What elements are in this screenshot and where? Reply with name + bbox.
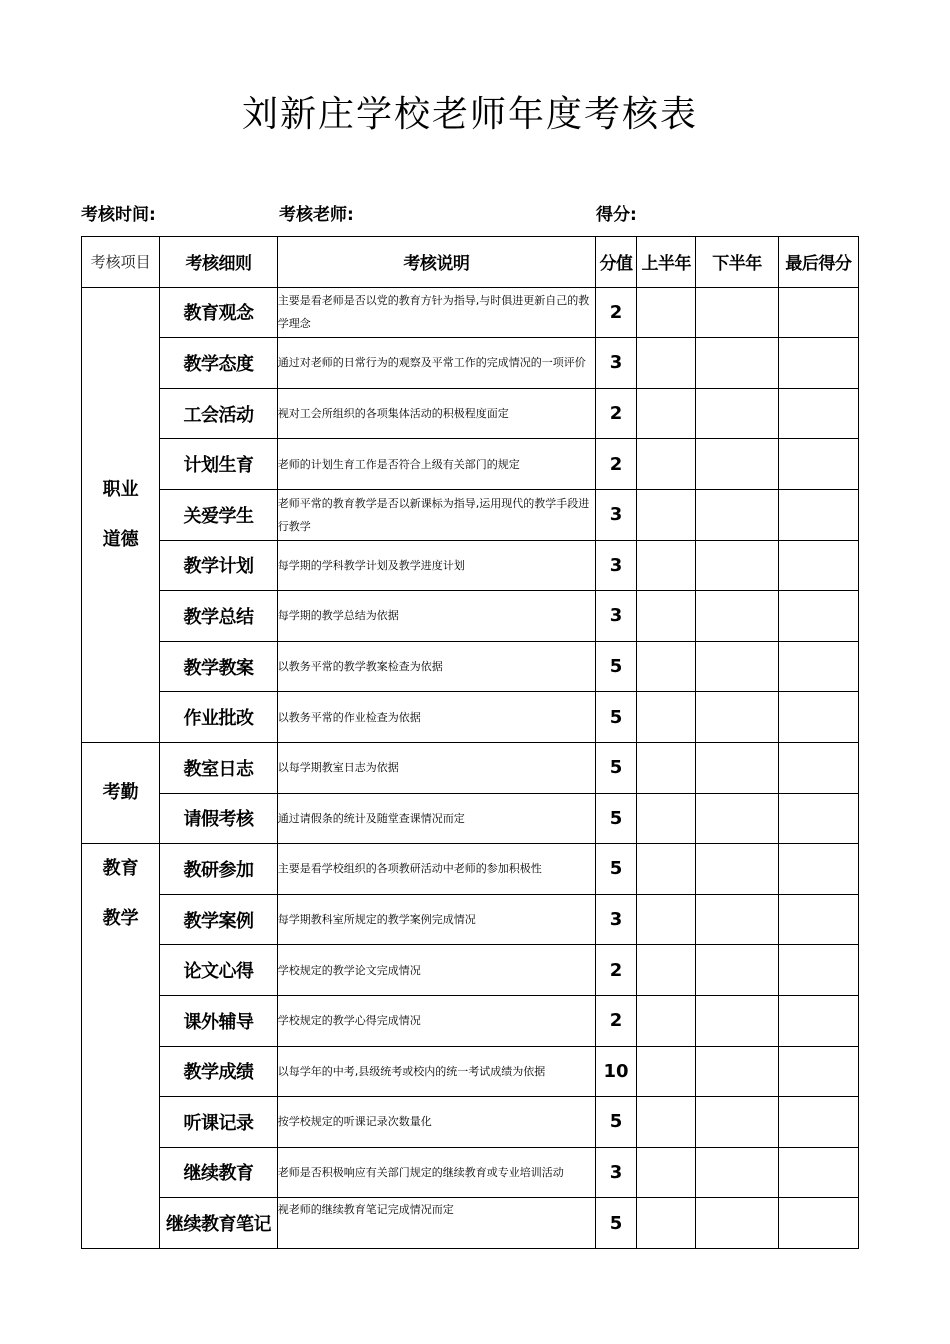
item-name: 教学案例	[160, 894, 277, 945]
table-row	[82, 489, 859, 540]
item-name: 论文心得	[160, 945, 277, 996]
second-half-cell[interactable]	[696, 995, 778, 1046]
final-score-cell[interactable]	[778, 844, 858, 895]
final-score-cell[interactable]	[778, 692, 858, 743]
item-score: 2	[595, 287, 636, 338]
second-half-cell[interactable]	[696, 388, 778, 439]
item-name: 教育观念	[160, 287, 277, 338]
item-description: 通过对老师的日常行为的观察及平常工作的完成情况的一项评价	[277, 338, 595, 389]
assessment-table	[81, 236, 859, 1249]
final-score-cell[interactable]	[778, 540, 858, 591]
table-row	[82, 1198, 859, 1249]
item-score: 3	[595, 338, 636, 389]
first-half-cell[interactable]	[637, 945, 696, 996]
item-name: 工会活动	[160, 388, 277, 439]
table-row	[82, 439, 859, 490]
item-description: 视老师的继续教育笔记完成情况而定	[277, 1198, 595, 1249]
item-description: 主要是看老师是否以党的教育方针为指导,与时俱进更新自己的教学理念	[277, 287, 595, 338]
final-score-cell[interactable]	[778, 489, 858, 540]
first-half-cell[interactable]	[637, 287, 696, 338]
first-half-cell[interactable]	[637, 742, 696, 793]
first-half-cell[interactable]	[637, 995, 696, 1046]
table-row	[82, 844, 859, 895]
item-name: 请假考核	[160, 793, 277, 844]
second-half-cell[interactable]	[696, 945, 778, 996]
table-row	[82, 995, 859, 1046]
item-description: 老师是否积极响应有关部门规定的继续教育或专业培训活动	[277, 1147, 595, 1198]
item-description: 以每学年的中考,县级统考或校内的统一考试成绩为依据	[277, 1046, 595, 1097]
second-half-cell[interactable]	[696, 844, 778, 895]
item-name: 计划生育	[160, 439, 277, 490]
item-description: 学校规定的教学心得完成情况	[277, 995, 595, 1046]
first-half-cell[interactable]	[637, 1097, 696, 1148]
final-score-cell[interactable]	[778, 591, 858, 642]
second-half-cell[interactable]	[696, 793, 778, 844]
item-score: 5	[595, 641, 636, 692]
table-row	[82, 894, 859, 945]
final-score-cell[interactable]	[778, 945, 858, 996]
second-half-cell[interactable]	[696, 287, 778, 338]
item-description: 学校规定的教学论文完成情况	[277, 945, 595, 996]
category-attendance: 考勤	[82, 742, 160, 843]
first-half-cell[interactable]	[637, 591, 696, 642]
final-score-cell[interactable]	[778, 742, 858, 793]
second-half-cell[interactable]	[696, 1097, 778, 1148]
final-score-cell[interactable]	[778, 388, 858, 439]
item-description: 通过请假条的统计及随堂查课情况而定	[277, 793, 595, 844]
final-score-cell[interactable]	[778, 338, 858, 389]
item-name: 作业批改	[160, 692, 277, 743]
first-half-cell[interactable]	[637, 338, 696, 389]
category-ethics-line1: 职业	[102, 478, 139, 500]
table-row	[82, 591, 859, 642]
final-score-cell[interactable]	[778, 1147, 858, 1198]
header-score: 分值	[595, 237, 636, 288]
item-score: 3	[595, 489, 636, 540]
item-score: 5	[595, 844, 636, 895]
final-score-cell[interactable]	[778, 894, 858, 945]
item-description: 每学期的教学总结为依据	[277, 591, 595, 642]
second-half-cell[interactable]	[696, 338, 778, 389]
item-name: 教学教案	[160, 641, 277, 692]
table-row	[82, 692, 859, 743]
item-description: 以每学期教室日志为依据	[277, 742, 595, 793]
item-score: 2	[595, 388, 636, 439]
header-first-half: 上半年	[637, 237, 696, 288]
second-half-cell[interactable]	[696, 1198, 778, 1249]
header-item: 考核细则	[160, 237, 277, 288]
table-row	[82, 945, 859, 996]
item-score: 3	[595, 1147, 636, 1198]
table-row	[82, 1097, 859, 1148]
category-ethics-line2: 道德	[102, 528, 139, 550]
item-score: 2	[595, 945, 636, 996]
final-score-cell[interactable]	[778, 641, 858, 692]
item-score: 5	[595, 1097, 636, 1148]
second-half-cell[interactable]	[696, 591, 778, 642]
final-score-cell[interactable]	[778, 995, 858, 1046]
item-name: 课外辅导	[160, 995, 277, 1046]
second-half-cell[interactable]	[696, 692, 778, 743]
item-name: 教学总结	[160, 591, 277, 642]
final-score-cell[interactable]	[778, 1046, 858, 1097]
table-row	[82, 641, 859, 692]
item-description: 以教务平常的教学教案检查为依据	[277, 641, 595, 692]
second-half-cell[interactable]	[696, 489, 778, 540]
first-half-cell[interactable]	[637, 489, 696, 540]
second-half-cell[interactable]	[696, 742, 778, 793]
item-name: 听课记录	[160, 1097, 277, 1148]
item-description: 老师的计划生育工作是否符合上级有关部门的规定	[277, 439, 595, 490]
item-name: 教学成绩	[160, 1046, 277, 1097]
final-score-cell[interactable]	[778, 439, 858, 490]
assessed-teacher-label: 考核老师:	[279, 205, 354, 225]
item-score: 3	[595, 540, 636, 591]
item-description: 按学校规定的听课记录次数量化	[277, 1097, 595, 1148]
first-half-cell[interactable]	[637, 1198, 696, 1249]
assessment-time-label: 考核时间:	[81, 205, 156, 225]
first-half-cell[interactable]	[637, 641, 696, 692]
header-final-score: 最后得分	[778, 237, 858, 288]
item-score: 5	[595, 692, 636, 743]
category-teaching-line2: 教学	[102, 908, 139, 930]
item-description: 每学期教科室所规定的教学案例完成情况	[277, 894, 595, 945]
table-row	[82, 338, 859, 389]
final-score-cell[interactable]	[778, 1097, 858, 1148]
header-second-half: 下半年	[696, 237, 778, 288]
first-half-cell[interactable]	[637, 388, 696, 439]
first-half-cell[interactable]	[637, 1046, 696, 1097]
item-name: 关爱学生	[160, 489, 277, 540]
item-name: 教室日志	[160, 742, 277, 793]
table-row	[82, 287, 859, 338]
item-score: 5	[595, 742, 636, 793]
item-score: 2	[595, 439, 636, 490]
second-half-cell[interactable]	[696, 439, 778, 490]
item-name: 继续教育笔记	[160, 1198, 277, 1249]
second-half-cell[interactable]	[696, 1046, 778, 1097]
item-score: 5	[595, 793, 636, 844]
category-ethics	[82, 287, 160, 742]
item-score: 3	[595, 894, 636, 945]
first-half-cell[interactable]	[637, 844, 696, 895]
first-half-cell[interactable]	[637, 1147, 696, 1198]
item-description: 视对工会所组织的各项集体活动的积极程度面定	[277, 388, 595, 439]
final-score-cell[interactable]	[778, 1198, 858, 1249]
item-name: 教学态度	[160, 338, 277, 389]
second-half-cell[interactable]	[696, 641, 778, 692]
first-half-cell[interactable]	[637, 894, 696, 945]
item-name: 教学计划	[160, 540, 277, 591]
item-score: 2	[595, 995, 636, 1046]
table-row	[82, 1147, 859, 1198]
final-score-cell[interactable]	[778, 793, 858, 844]
table-row	[82, 1046, 859, 1097]
first-half-cell[interactable]	[637, 793, 696, 844]
second-half-cell[interactable]	[696, 894, 778, 945]
item-score: 3	[595, 591, 636, 642]
item-score: 5	[595, 1198, 636, 1249]
table-row	[82, 540, 859, 591]
item-description: 老师平常的教育教学是否以新课标为指导,运用现代的教学手段进行教学	[277, 489, 595, 540]
first-half-cell[interactable]	[637, 540, 696, 591]
header-category: 考核项目	[82, 237, 160, 288]
table-row	[82, 793, 859, 844]
second-half-cell[interactable]	[696, 1147, 778, 1198]
item-name: 教研参加	[160, 844, 277, 895]
first-half-cell[interactable]	[637, 692, 696, 743]
header-description: 考核说明	[277, 237, 595, 288]
second-half-cell[interactable]	[696, 540, 778, 591]
category-teaching	[82, 844, 160, 1249]
page-title: 刘新庄学校老师年度考核表	[241, 94, 698, 135]
item-description: 以教务平常的作业检查为依据	[277, 692, 595, 743]
final-score-cell[interactable]	[778, 287, 858, 338]
table-row	[82, 388, 859, 439]
total-score-label: 得分:	[596, 205, 637, 225]
category-teaching-line1: 教育	[102, 858, 139, 880]
first-half-cell[interactable]	[637, 439, 696, 490]
item-description: 主要是看学校组织的各项教研活动中老师的参加积极性	[277, 844, 595, 895]
table-header-row	[82, 237, 859, 288]
item-name: 继续教育	[160, 1147, 277, 1198]
table-row	[82, 742, 859, 793]
item-score: 10	[595, 1046, 636, 1097]
item-description: 每学期的学科教学计划及教学进度计划	[277, 540, 595, 591]
